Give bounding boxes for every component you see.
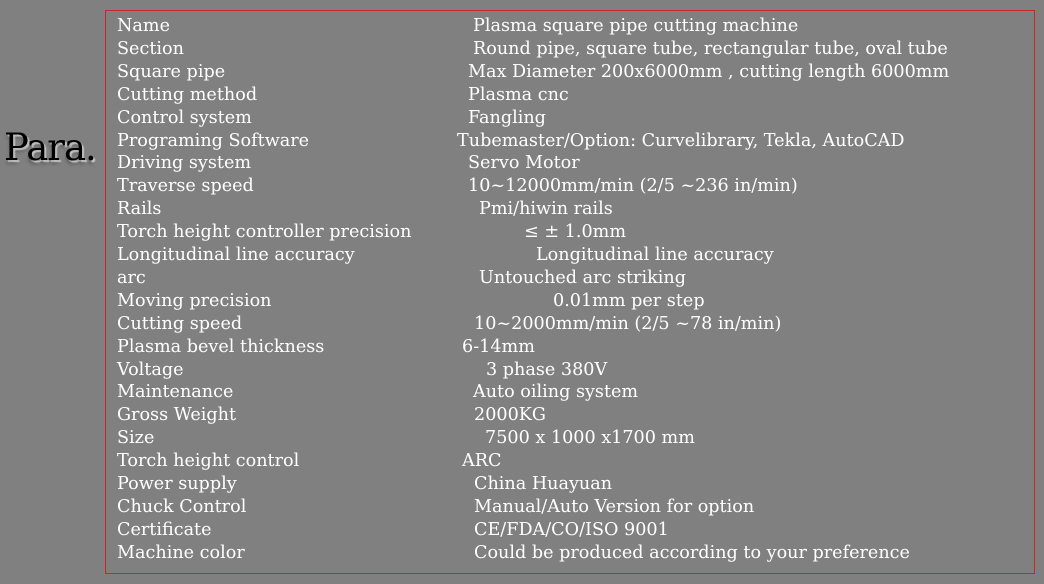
spec-row <box>106 336 1034 359</box>
spec-value: 10~12000mm/min (2/5 ~236 in/min) <box>468 176 798 197</box>
spec-row <box>106 15 1034 38</box>
spec-row <box>106 198 1034 221</box>
spec-value: Could be produced according to your preference <box>474 542 910 563</box>
spec-value: China Huayuan <box>474 474 613 494</box>
spec-label: Cutting speed <box>117 313 243 334</box>
spec-label: Voltage <box>117 359 184 380</box>
spec-value: Manual/Auto Version for option <box>474 496 755 517</box>
spec-row <box>106 313 1034 336</box>
spec-value: 10~2000mm/min (2/5 ~78 in/min) <box>474 313 782 334</box>
spec-label: Torch height control <box>117 451 300 472</box>
spec-value: ≤ ± 1.0mm <box>524 222 627 243</box>
spec-label: Certificate <box>117 519 212 540</box>
spec-label: Plasma bevel thickness <box>117 336 325 357</box>
spec-row <box>106 542 1034 565</box>
spec-value: 6-14mm <box>462 336 535 357</box>
spec-label: Programing Software <box>117 130 310 151</box>
spec-row <box>106 244 1034 267</box>
spec-value: 2000KG <box>474 405 546 426</box>
spec-label: Control system <box>117 107 252 128</box>
side-title-text: Para <box>4 126 86 169</box>
spec-label: Rails <box>117 199 162 220</box>
spec-label: Machine color <box>117 542 245 563</box>
spec-table <box>105 10 1035 574</box>
spec-label: Square pipe <box>117 61 226 82</box>
spec-value: Longitudinal line accuracy <box>536 245 774 265</box>
spec-row <box>106 381 1034 404</box>
spec-label: Power supply <box>117 474 237 494</box>
spec-row <box>106 290 1034 313</box>
spec-row <box>106 519 1034 542</box>
spec-value: Untouched arc striking <box>479 267 686 288</box>
spec-row <box>106 84 1034 107</box>
spec-row <box>106 221 1034 244</box>
spec-value: Servo Motor <box>468 153 580 174</box>
spec-value: 3 phase 380V <box>486 359 608 380</box>
side-title-dot: . <box>85 126 96 169</box>
spec-value: Pmi/hiwin rails <box>479 199 613 220</box>
spec-value: Round pipe, square tube, rectangular tube, oval tube <box>473 38 948 59</box>
spec-row <box>106 427 1034 450</box>
spec-value: Tubemaster/Option: Curvelibrary, Tekla, AutoCAD <box>457 130 905 151</box>
spec-row <box>106 152 1034 175</box>
spec-label: Size <box>117 428 155 449</box>
spec-label: Torch height controller precision <box>117 222 412 243</box>
spec-label: Traverse speed <box>117 176 254 197</box>
spec-label: Gross Weight <box>117 405 237 426</box>
spec-label: Cutting method <box>117 84 258 105</box>
spec-value: Max Diameter 200x6000mm , cutting length 6000mm <box>468 61 950 82</box>
spec-row <box>106 359 1034 382</box>
spec-value: Plasma square pipe cutting machine <box>473 16 799 36</box>
spec-row <box>106 175 1034 198</box>
spec-row <box>106 473 1034 496</box>
spec-row <box>106 404 1034 427</box>
spec-label: arc <box>117 267 146 288</box>
spec-value: 0.01mm per step <box>553 290 705 311</box>
spec-row <box>106 450 1034 473</box>
spec-value: Auto oiling system <box>473 382 639 403</box>
spec-label: Section <box>117 38 184 59</box>
spec-label: Maintenance <box>117 382 234 403</box>
spec-label: Chuck Control <box>117 496 247 517</box>
spec-label: Name <box>117 16 170 36</box>
spec-label: Longitudinal line accuracy <box>117 245 355 265</box>
spec-row <box>106 61 1034 84</box>
spec-value: Fangling <box>468 107 546 128</box>
spec-value: CE/FDA/CO/ISO 9001 <box>474 519 669 540</box>
spec-value: ARC <box>462 451 502 472</box>
spec-value: Plasma cnc <box>468 84 569 105</box>
spec-label: Driving system <box>117 153 252 174</box>
side-title <box>4 126 96 169</box>
spec-value: 7500 x 1000 x1700 mm <box>485 428 695 449</box>
spec-label: Moving precision <box>117 290 272 311</box>
spec-row <box>106 38 1034 61</box>
spec-row <box>106 107 1034 130</box>
spec-row <box>106 130 1034 153</box>
spec-row <box>106 496 1034 519</box>
spec-row <box>106 267 1034 290</box>
